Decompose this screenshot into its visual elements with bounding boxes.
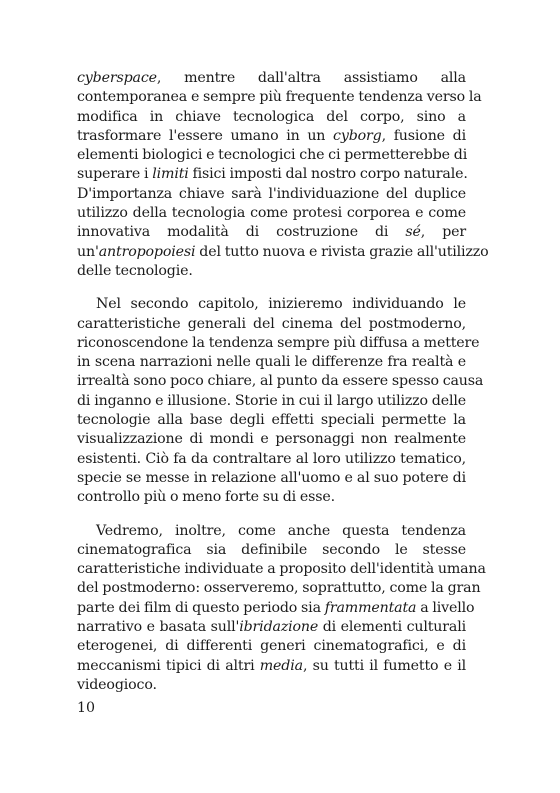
text-line: in scena narrazioni nelle quali le differenze fra realtà e bbox=[77, 354, 466, 371]
text-line: specie se messe in relazione all'uomo e al suo potere di bbox=[77, 469, 466, 486]
text-line: di inganno e illusione. Storie in cui il largo utilizzo delle bbox=[77, 392, 466, 409]
text-line: utilizzo della tecnologia come protesi corporea e come bbox=[77, 205, 466, 222]
text-line: parte dei film di questo periodo sia frammentata a livello bbox=[77, 599, 475, 616]
text-line: contemporanea e sempre più frequente tendenza verso la bbox=[77, 89, 482, 106]
text-line: del postmoderno: osserveremo, soprattutto, come la gran bbox=[77, 580, 481, 597]
text-line: esistenti. Ciò fa da contraltare al loro utilizzo tematico, bbox=[77, 450, 466, 467]
text-line: riconoscendone la tendenza sempre più diffusa a mettere bbox=[77, 334, 480, 351]
text-line: delle tecnologie. bbox=[77, 262, 193, 279]
text-line: tecnologie alla base degli effetti speciali permette la bbox=[77, 412, 466, 429]
text-line: caratteristiche individuate a proposito dell'identità umana bbox=[77, 561, 486, 578]
text-line: visualizzazione di mondi e personaggi non realmente bbox=[77, 431, 466, 448]
body-text bbox=[77, 69, 489, 709]
text-line: superare i limiti fisici imposti dal nostro corpo naturale. bbox=[77, 166, 468, 183]
text-line: cyberspace, mentre dall'altra assistiamo alla bbox=[77, 70, 466, 86]
paragraph-3 bbox=[77, 522, 486, 696]
text-line: cinematografica sia definibile secondo le stesse bbox=[77, 541, 466, 558]
text-line: trasformare l'essere umano in un cyborg, fusione di bbox=[77, 127, 466, 144]
text-line: D'importanza chiave sarà l'individuazione del duplice bbox=[77, 185, 466, 202]
text-line: meccanismi tipici di altri media, su tutti il fumetto e il bbox=[77, 657, 466, 674]
text-line: modifica in chiave tecnologica del corpo, sino a bbox=[77, 108, 466, 125]
text-line: controllo più o meno forte su di esse. bbox=[77, 489, 336, 506]
text-line: caratteristiche generali del cinema del postmoderno, bbox=[77, 315, 466, 332]
text-line: narrativo e basata sull'ibridazione di elementi culturali bbox=[77, 619, 466, 636]
text-line: Vedremo, inoltre, come anche questa tendenza bbox=[96, 522, 466, 539]
page-number: 10 bbox=[77, 700, 96, 716]
text-line: eterogenei, di differenti generi cinematografici, e di bbox=[77, 638, 466, 655]
paragraph-1 bbox=[77, 69, 489, 281]
text-line: un'antropopoiesi del tutto nuova e rivista grazie all'utilizzo bbox=[77, 243, 489, 260]
text-line: irrealtà sono poco chiare, al punto da essere spesso causa bbox=[77, 373, 484, 390]
text-line: Nel secondo capitolo, inizieremo individuando le bbox=[96, 296, 466, 313]
text-line: videogioco. bbox=[77, 676, 157, 693]
text-line: elementi biologici e tecnologici che ci permetterebbe di bbox=[77, 147, 468, 164]
text-line: innovativa modalità di costruzione di sé, per bbox=[77, 224, 467, 241]
paragraph-2 bbox=[77, 295, 484, 507]
